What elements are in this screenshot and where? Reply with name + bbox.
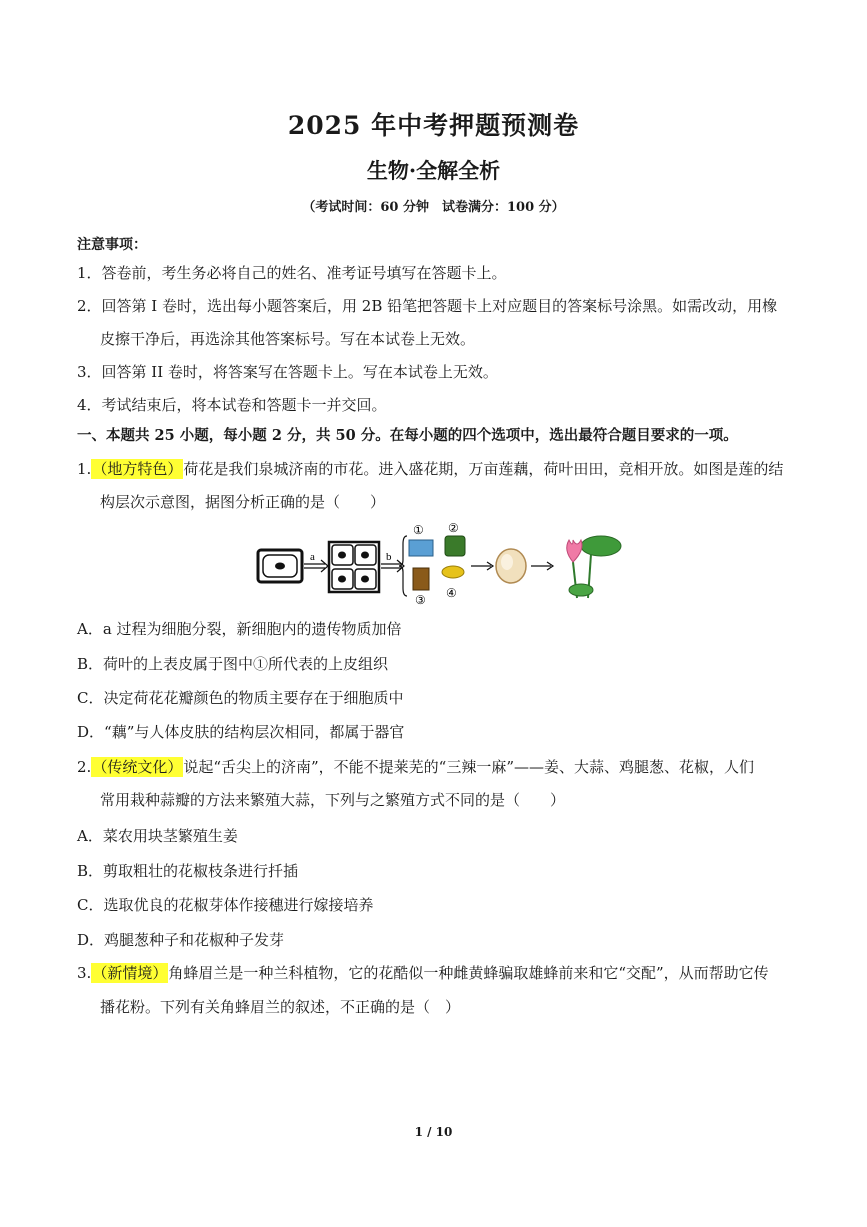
- lotus-plant-icon: [567, 536, 621, 598]
- question-text: 角蜂眉兰是一种兰科植物，它的花酷似一种雌黄蜂骗取雄蜂前来和它“交配”，从而帮助它传: [168, 964, 769, 982]
- arrow-to-plant: [531, 562, 553, 570]
- arrow-b: [381, 551, 404, 572]
- arrow-a: [304, 551, 328, 572]
- arrow-to-organ: [471, 562, 493, 570]
- lotus-structure-diagram: [255, 520, 625, 610]
- q1-option-d: D．“藕”与人体皮肤的结构层次相同，都属于器官: [77, 723, 405, 741]
- q1-option-b: B．荷叶的上表皮属于图中①所代表的上皮组织: [77, 655, 389, 673]
- question-number: 1.: [77, 460, 92, 478]
- four-cells-icon: [329, 542, 379, 592]
- question-3-stem: [77, 963, 769, 983]
- tissue-icon-3: [413, 568, 429, 590]
- question-tag: （新情境）: [92, 964, 168, 982]
- page-number: 1 / 10: [414, 1125, 453, 1139]
- question-1-stem: [77, 459, 783, 479]
- notice-item: 3．回答第 II 卷时，将答案写在答题卡上。写在本试卷上无效。: [77, 363, 498, 381]
- question-text: 荷花是我们泉城济南的市花。进入盛花期，万亩莲藕，荷叶田田，竞相开放。如图是莲的结: [183, 460, 784, 478]
- tissue-label-1: ①: [413, 523, 424, 537]
- question-number: 2.: [77, 758, 92, 776]
- notice-item: 4．考试结束后，将本试卷和答题卡一并交回。: [77, 396, 387, 414]
- tissue-label-4: ④: [446, 586, 457, 600]
- tissue-label-2: ②: [448, 521, 459, 535]
- question-2-stem: [77, 757, 754, 777]
- q1-option-c: C．决定荷花花瓣颜色的物质主要存在于细胞质中: [77, 689, 404, 707]
- notice-item-cont: 皮擦干净后，再选涂其他答案标号。写在本试卷上无效。: [100, 330, 476, 348]
- notice-item: 1．答卷前，考生务必将自己的姓名、准考证号填写在答题卡上。: [77, 264, 507, 282]
- question-2-stem-cont: 常用栽种蒜瓣的方法来繁殖大蒜，下列与之繁殖方式不同的是（ ）: [100, 791, 566, 809]
- tissue-icon-2: [445, 536, 465, 556]
- question-1-stem-cont: 构层次示意图，据图分析正确的是（ ）: [100, 493, 386, 511]
- epithelial-tissue-icon: [409, 540, 433, 556]
- arrow-a-label: a: [310, 551, 315, 563]
- question-3-stem-cont: 播花粉。下列有关角蜂眉兰的叙述，不正确的是（ ）: [100, 998, 461, 1016]
- notice-item: 2．回答第 I 卷时，选出每小题答案后，用 2B 铅笔把答题卡上对应题目的答案标号涂黑。如需改动，用橡: [77, 297, 778, 315]
- q2-option-b: B．剪取粗壮的花椒枝条进行扦插: [77, 862, 299, 880]
- arrow-b-label: b: [386, 551, 392, 563]
- q2-option-a: A．菜农用块茎繁殖生姜: [77, 827, 238, 845]
- tissue-icon-4: [442, 566, 464, 578]
- cell-icon: [258, 550, 302, 582]
- page-subtitle: 生物·全解全析: [366, 158, 501, 183]
- question-number: 3.: [77, 964, 92, 982]
- tissue-label-3: ③: [415, 593, 426, 607]
- q1-option-a: A．a 过程为细胞分裂，新细胞内的遗传物质加倍: [77, 620, 402, 638]
- q2-option-c: C．选取优良的花椒芽体作接穗进行嫁接培养: [77, 896, 374, 914]
- question-tag: （地方特色）: [92, 460, 183, 478]
- notice-heading: 注意事项：: [77, 237, 147, 253]
- question-text: 说起“舌尖上的济南”，不能不提莱芜的“三辣一麻”——姜、大蒜、鸡腿葱、花椒，人们: [183, 758, 755, 776]
- exam-meta: （考试时间：60 分钟 试卷满分：100 分）: [302, 200, 565, 215]
- q2-option-d: D．鸡腿葱种子和花椒种子发芽: [77, 931, 285, 949]
- tissue-brace: [399, 536, 407, 596]
- section-heading: 一、本题共 25 小题，每小题 2 分，共 50 分。在每小题的四个选项中，选出最符合题目要求的一项。: [77, 427, 738, 444]
- question-tag: （传统文化）: [92, 758, 183, 776]
- page-title: 2025 年中考押题预测卷: [287, 111, 580, 140]
